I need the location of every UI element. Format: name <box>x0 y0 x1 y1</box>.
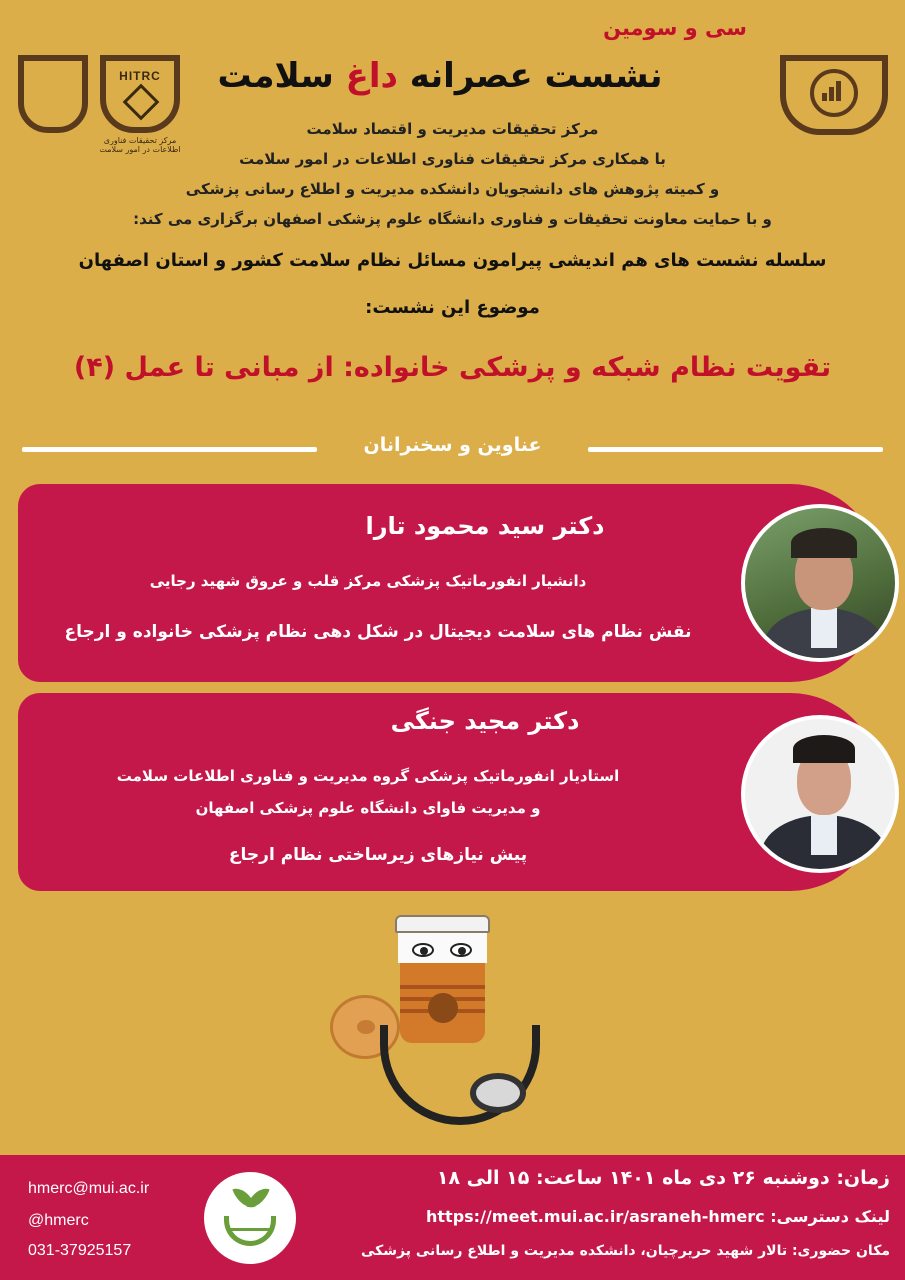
series-number: سی و سومین <box>603 16 747 40</box>
title-accent: داغ <box>345 56 398 96</box>
eye-icon <box>450 943 472 957</box>
organizer-line-4: و با حمایت معاونت تحقیقات و فناوری دانشگاه علوم پزشکی اصفهان برگزاری می کند: <box>133 210 772 228</box>
access-link-row <box>320 1207 890 1226</box>
divider-right <box>588 447 883 452</box>
speaker-name: دکتر سید محمود تارا <box>365 512 605 540</box>
hitrc-label: HITRC <box>119 69 161 83</box>
topic-title: تقویت نظام شبکه و پزشکی خانواده: از مبانی تا عمل (۴) <box>73 352 832 383</box>
speaker-affiliation: دانشیار انفورماتیک پزشکی مرکز قلب و عروق شهید رجایی <box>149 572 587 590</box>
cup-lid <box>395 915 490 933</box>
speaker-card <box>18 484 880 682</box>
stethoscope-bell-icon <box>470 1073 526 1113</box>
speaker-affiliation-line-1: استادیار انفورماتیک پزشکی گروه مدیریت و فناوری اطلاعات سلامت <box>116 767 620 785</box>
footer-bar <box>0 1155 905 1280</box>
bar-chart-icon <box>822 81 846 105</box>
speaker-photo <box>741 504 899 662</box>
speaker-affiliation-line-2: و مدیریت فاوای دانشگاه علوم پزشکی اصفهان <box>195 799 541 817</box>
heartbeat-icon <box>228 1228 272 1231</box>
access-link-url[interactable]: https://meet.mui.ac.ir/asraneh-hmerc <box>426 1207 765 1226</box>
event-time: زمان: دوشنبه ۲۶ دی ماه ۱۴۰۱ ساعت: ۱۵ الی ۱۸ <box>436 1167 890 1189</box>
organizer-line-2: با همکاری مرکز تحقیقات فناوری اطلاعات در امور سلامت <box>239 150 666 168</box>
hitrc-caption: مرکز تحقیقات فناوری اطلاعات در امور سلامت <box>99 136 181 154</box>
series-description: سلسله نشست های هم اندیشی پیرامون مسائل نظام سلامت کشور و استان اصفهان <box>78 250 827 271</box>
talk-title: پیش نیازهای زیرساختی نظام ارجاع <box>228 845 528 865</box>
speaker-photo <box>741 715 899 873</box>
health-bowl-logo <box>204 1172 296 1264</box>
contact-phone[interactable]: 031-37925157 <box>28 1242 132 1259</box>
topic-label: موضوع این نشست: <box>365 297 540 318</box>
main-title <box>200 56 680 96</box>
organizer-line-3: و کمیته پژوهش های دانشجویان دانشکده مدیریت و اطلاع رسانی پزشکی <box>185 180 720 198</box>
event-venue: مکان حضوری: تالار شهید حریرچیان، دانشکده مدیریت و اطلاع رسانی پزشکی <box>360 1243 890 1259</box>
section-heading: عناوین و سخنرانان <box>363 434 542 456</box>
speaker-name: دکتر مجید جنگی <box>390 707 580 735</box>
eye-icon <box>412 943 434 957</box>
speaker-card <box>18 693 880 891</box>
hitrc-emblem-icon <box>123 84 160 121</box>
title-part1: نشست عصرانه <box>409 56 663 96</box>
organizer-line-1: مرکز تحقیقات مدیریت و اقتصاد سلامت <box>306 120 599 138</box>
divider-left <box>22 447 317 452</box>
contact-handle[interactable]: @hmerc <box>28 1212 89 1229</box>
title-part2: سلامت <box>217 56 334 96</box>
access-link-label: لینک دسترسی: <box>770 1207 890 1226</box>
contact-email[interactable]: hmerc@mui.ac.ir <box>28 1180 150 1197</box>
talk-title: نقش نظام های سلامت دیجیتال در شکل دهی نظام پزشکی خانواده و ارجاع <box>64 622 692 642</box>
coffee-stethoscope-illustration <box>320 915 550 1140</box>
